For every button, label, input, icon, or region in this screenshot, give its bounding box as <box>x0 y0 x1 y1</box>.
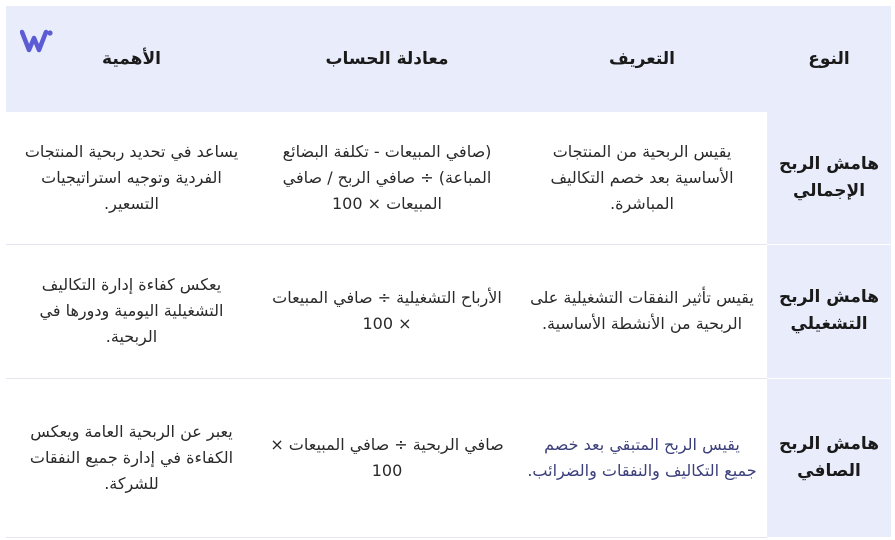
table-row <box>6 244 891 378</box>
row-definition: يقيس تأثير النفقات التشغيلية على الربحية من الأنشطة الأساسية. <box>517 244 767 378</box>
header-type: النوع <box>767 6 891 112</box>
row-definition: يقيس الربحية من المنتجات الأساسية بعد خصم التكاليف المباشرة. <box>517 112 767 244</box>
row-type: هامش الربح التشغيلي <box>767 244 891 378</box>
row-importance: يعبر عن الربحية العامة ويعكس الكفاءة في إدارة جميع النفقات للشركة. <box>6 378 257 537</box>
row-importance: يساعد في تحديد ربحية المنتجات الفردية وتوجيه استراتيجيات التسعير. <box>6 112 257 244</box>
row-definition: يقيس الربح المتبقي بعد خصم جميع التكاليف والنفقات والضرائب. <box>517 378 767 537</box>
row-importance: يعكس كفاءة إدارة التكاليف التشغيلية اليومية ودورها في الربحية. <box>6 244 257 378</box>
row-equation: الأرباح التشغيلية ÷ صافي المبيعات × 100 <box>257 244 517 378</box>
table-row <box>6 112 891 244</box>
header-importance: الأهمية <box>6 6 257 112</box>
table-row <box>6 378 891 537</box>
row-type: هامش الربح الإجمالي <box>767 112 891 244</box>
profit-margin-table <box>6 6 891 538</box>
row-equation: (صافي المبيعات - تكلفة البضائع المباعة) ÷ صافي الربح / صافي المبيعات × 100 <box>257 112 517 244</box>
row-equation: صافي الربحية ÷ صافي المبيعات × 100 <box>257 378 517 537</box>
header-equation: معادلة الحساب <box>257 6 517 112</box>
header-definition: التعريف <box>517 6 767 112</box>
row-type: هامش الربح الصافي <box>767 378 891 537</box>
table-header-row <box>6 6 891 112</box>
w-logo-icon <box>20 28 54 54</box>
